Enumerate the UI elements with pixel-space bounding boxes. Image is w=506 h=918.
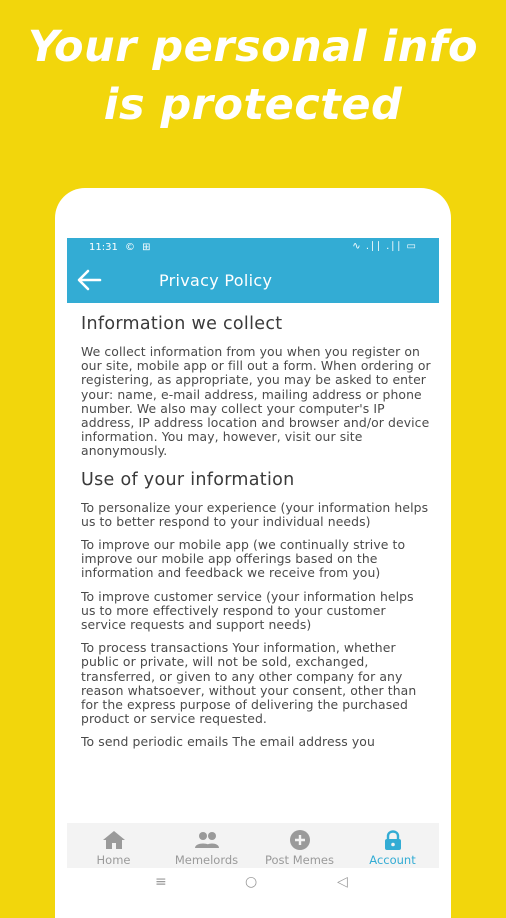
headline-line-2: is protected xyxy=(103,80,403,130)
status-time: 11:31 xyxy=(89,242,118,253)
policy-paragraph: To personalize your experience (your information helps us to better respond to your individual needs) xyxy=(81,499,429,529)
section-heading-information-we-collect: Information we collect xyxy=(81,314,283,334)
recents-button-icon[interactable]: ≡ xyxy=(155,874,167,890)
lock-icon xyxy=(380,829,406,851)
privacy-policy-content[interactable] xyxy=(81,312,431,822)
app-bar xyxy=(67,258,439,303)
policy-paragraph: To improve customer service (your information helps us to more effectively respond to your customer service requests and support needs) xyxy=(81,588,414,633)
policy-paragraph: To improve our mobile app (we continually strive to improve our mobile app offerings based on the information and feedback we receive from you) xyxy=(81,537,406,581)
plus-circle-icon xyxy=(287,829,313,851)
policy-paragraph: To process transactions Your information, whether public or private, will not be sold, exchanged, transferred, or given to any other company for any reason whatsoever, without your consent, other than for the express purpose of delivering the purchased product or service requested. xyxy=(81,640,417,727)
section-heading-use-of-information: Use of your information xyxy=(81,469,295,490)
tab-account[interactable] xyxy=(346,823,439,868)
back-button-icon[interactable]: ◁ xyxy=(337,874,348,890)
page-title: Privacy Policy xyxy=(159,271,273,290)
tab-label-post-memes: Post Memes xyxy=(265,853,334,867)
tab-label-home: Home xyxy=(96,853,131,867)
tab-home[interactable] xyxy=(67,823,160,868)
section-body-information-we-collect: We collect information from you when you register on our site, mobile app or fill out a form. When ordering or registering, as appropriate, you may be asked to enter your: name, e-mail address, mailing address or phone number. We also may collect your computer's IP address, IP address location and browser and/or device information. You may, however, visit our site anonymously. xyxy=(81,344,431,459)
system-navigation-bar xyxy=(55,868,451,900)
bottom-tab-bar xyxy=(67,823,439,868)
system-status-icons: ∿ .∣∣ .∣∣ ▭ xyxy=(352,241,417,252)
status-bar xyxy=(67,238,439,258)
tab-label-memelords: Memelords xyxy=(174,853,239,867)
tab-memelords[interactable] xyxy=(160,823,253,868)
home-icon xyxy=(101,829,127,851)
back-arrow-icon[interactable] xyxy=(74,265,104,295)
notification-icons: © ⊞ xyxy=(125,242,153,253)
policy-paragraph: To send periodic emails The email address you xyxy=(81,734,375,750)
tab-post-memes[interactable] xyxy=(253,823,346,868)
tab-label-account: Account xyxy=(369,853,416,867)
promo-headline xyxy=(0,18,506,134)
home-button-icon[interactable]: ○ xyxy=(245,874,258,890)
headline-line-1: Your personal info xyxy=(27,22,479,72)
people-icon xyxy=(194,829,220,851)
